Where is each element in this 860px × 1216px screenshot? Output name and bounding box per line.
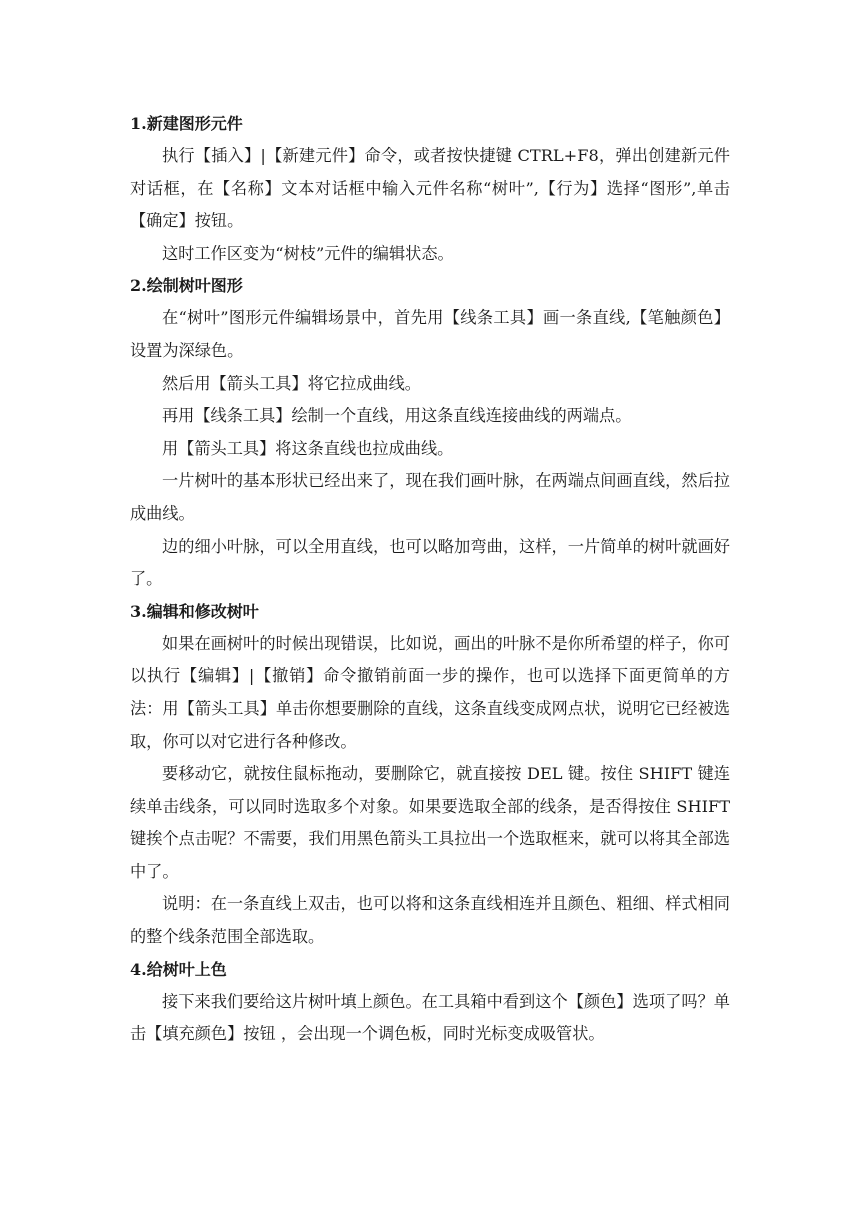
section-2-paragraph-4: 用【箭头工具】将这条直线也拉成曲线。 xyxy=(162,438,454,458)
section-3-paragraph-2: 要移动它，就按住鼠标拖动，要删除它，就直接按 DEL 键。按住 SHIFT 键连续单击线条，可以同时选取多个对象。如果要选取全部的线条，是否得按住 SHIFT 键挨个点击呢？不需要，我们用黑色箭头工具拉出一个选取框来，就可以将其全部选中了。 xyxy=(130,764,730,881)
section-4-heading: 4.给树叶上色 xyxy=(130,959,227,979)
section-2-paragraph-1: 在“树叶”图形元件编辑场景中，首先用【线条工具】画一条直线,【笔触颜色】设置为深绿色。 xyxy=(130,308,730,360)
section-2-paragraph-3: 再用【线条工具】绘制一个直线，用这条直线连接曲线的两端点。 xyxy=(162,406,632,426)
section-3-heading: 3.编辑和修改树叶 xyxy=(130,601,259,621)
section-1-paragraph-1: 执行【插入】|【新建元件】命令，或者按快捷键 CTRL+F8，弹出创建新元件对话框，在【名称】文本对话框中输入元件名称“树叶”,【行为】选择“图形”,单击【确定】按钮。 xyxy=(130,146,730,231)
section-2-paragraph-5: 一片树叶的基本形状已经出来了，现在我们画叶脉，在两端点间画直线，然后拉成曲线。 xyxy=(130,471,730,523)
section-3-paragraph-1: 如果在画树叶的时候出现错误，比如说，画出的叶脉不是你所希望的样子，你可以执行【编辑】|【撤销】命令撤销前面一步的操作，也可以选择下面更简单的方法：用【箭头工具】单击你想要删除的直线，这条直线变成网点状，说明它已经被选取，你可以对它进行各种修改。 xyxy=(130,633,730,751)
section-2-heading: 2.绘制树叶图形 xyxy=(130,276,243,296)
section-2-paragraph-6: 边的细小叶脉，可以全用直线，也可以略加弯曲，这样，一片简单的树叶就画好了。 xyxy=(130,536,730,589)
section-1-heading: 1.新建图形元件 xyxy=(130,114,243,133)
section-1-paragraph-2: 这时工作区变为“树枝”元件的编辑状态。 xyxy=(162,243,454,263)
section-2-paragraph-2: 然后用【箭头工具】将它拉成曲线。 xyxy=(162,373,421,393)
section-4-paragraph-1: 接下来我们要给这片树叶填上颜色。在工具箱中看到这个【颜色】选项了吗？单击【填充颜色】按钮 ，会出现一个调色板，同时光标变成吸管状。 xyxy=(130,991,730,1044)
section-3-paragraph-3: 说明：在一条直线上双击，也可以将和这条直线相连并且颜色、粗细、样式相同的整个线条范围全部选取。 xyxy=(130,894,730,947)
